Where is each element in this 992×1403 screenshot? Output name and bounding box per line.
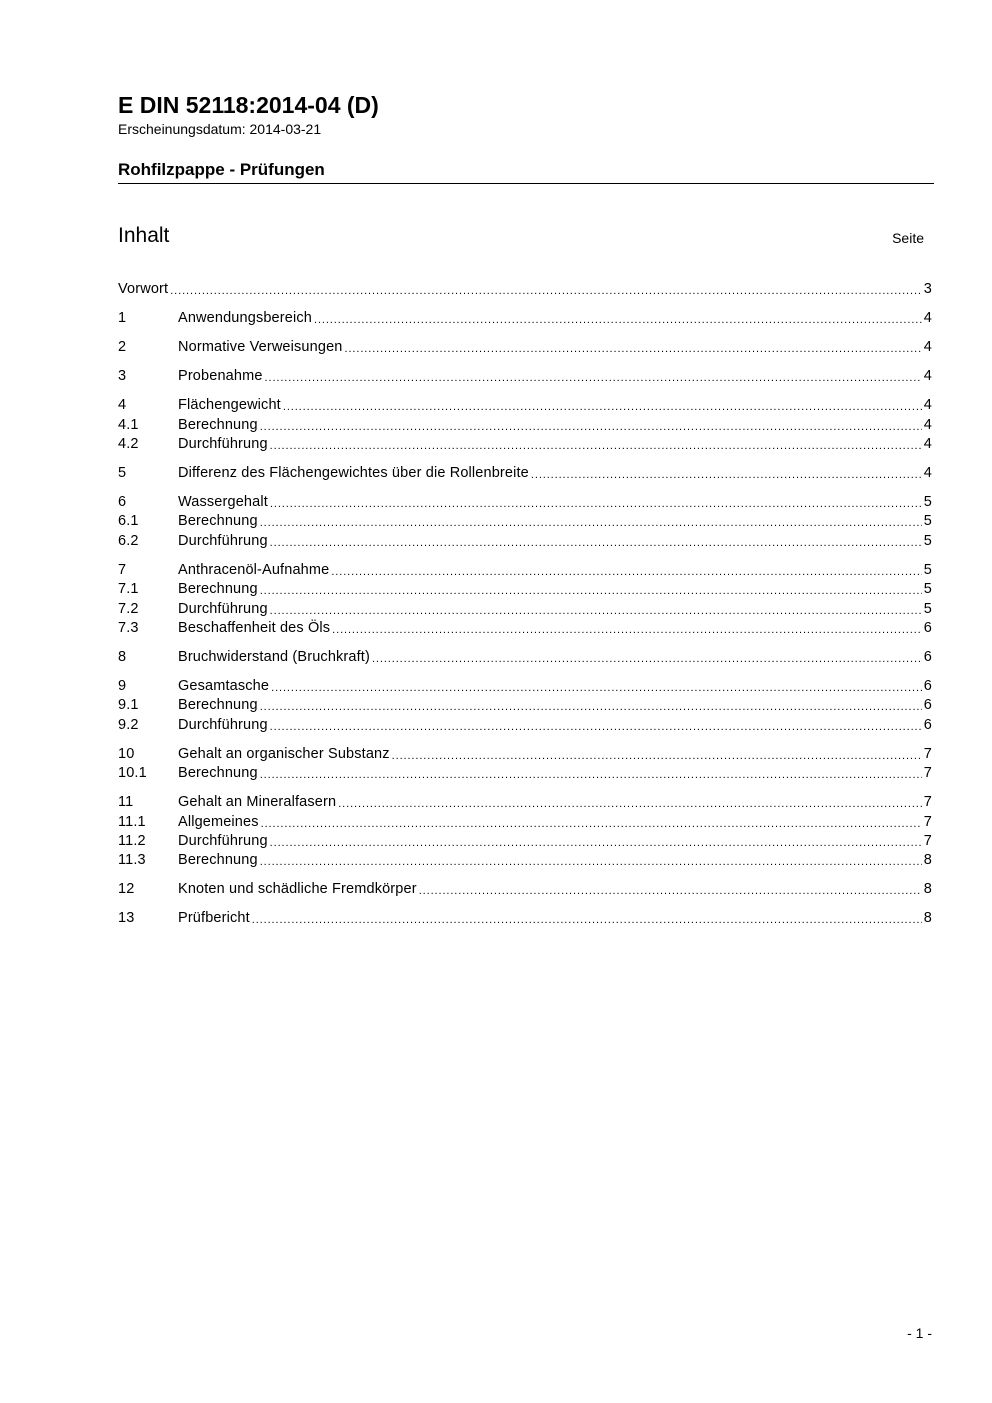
toc-dot-leader bbox=[270, 494, 922, 511]
toc-entry-title: Wassergehalt bbox=[178, 494, 268, 511]
toc-dot-leader bbox=[260, 581, 922, 598]
document-title: Rohfilzpappe - Prüfungen bbox=[118, 160, 325, 179]
toc-entry-page: 5 bbox=[923, 600, 932, 617]
toc-entry-number: 9.2 bbox=[118, 716, 139, 733]
toc-entry-page: 7 bbox=[923, 745, 932, 762]
toc-entry-title: Durchführung bbox=[178, 436, 268, 453]
toc-entry[interactable] bbox=[118, 908, 932, 927]
toc-entry-title: Anwendungsbereich bbox=[178, 310, 312, 327]
toc-entry-number: 7.2 bbox=[118, 600, 139, 617]
toc-entry-number: 6 bbox=[118, 494, 127, 511]
toc-dot-leader bbox=[345, 339, 922, 356]
toc-entry-title: Flächengewicht bbox=[178, 397, 281, 414]
toc-page-column-label: Seite bbox=[892, 230, 924, 246]
toc-entry-page: 5 bbox=[923, 513, 932, 530]
toc-dot-leader bbox=[270, 436, 922, 453]
toc-dot-leader bbox=[260, 697, 922, 714]
toc-entry-page: 4 bbox=[923, 339, 932, 356]
toc-dot-leader bbox=[170, 281, 922, 298]
toc-dot-leader bbox=[270, 717, 922, 734]
toc-entry-page: 7 bbox=[923, 832, 932, 849]
toc-entry-title: Anthracenöl-Aufnahme bbox=[178, 561, 330, 578]
toc-entry[interactable] bbox=[118, 395, 932, 414]
document-number: E DIN 52118:2014-04 (D) bbox=[118, 92, 379, 118]
toc-entry-title: Differenz des Flächengewichtes über die Rollenbreite bbox=[178, 465, 529, 482]
toc-entry-page: 7 bbox=[923, 813, 932, 830]
toc-entry-page: 8 bbox=[923, 881, 932, 898]
toc-entry[interactable] bbox=[118, 763, 932, 782]
toc-entry[interactable] bbox=[118, 647, 932, 666]
toc-entry-number: 6.2 bbox=[118, 532, 139, 549]
toc-dot-leader bbox=[331, 562, 921, 579]
toc-entry[interactable] bbox=[118, 811, 932, 830]
toc-dot-leader bbox=[260, 852, 922, 869]
table-of-contents bbox=[118, 279, 932, 927]
toc-entry-title: Gesamtasche bbox=[178, 677, 270, 694]
toc-entry-title: Allgemeines bbox=[178, 813, 259, 830]
toc-entry-number: 3 bbox=[118, 368, 127, 385]
toc-dot-leader bbox=[419, 881, 922, 898]
toc-entry-title: Durchführung bbox=[178, 832, 268, 849]
toc-entry-title: Durchführung bbox=[178, 532, 268, 549]
toc-dot-leader bbox=[332, 620, 922, 637]
toc-entry-title: Durchführung bbox=[178, 600, 268, 617]
toc-dot-leader bbox=[283, 397, 922, 414]
publication-date: Erscheinungsdatum: 2014-03-21 bbox=[118, 121, 322, 137]
toc-dot-leader bbox=[372, 649, 922, 666]
toc-entry-page: 7 bbox=[923, 794, 932, 811]
title-divider bbox=[118, 183, 934, 184]
toc-entry-title: Normative Verweisungen bbox=[178, 339, 343, 356]
toc-entry-page: 7 bbox=[923, 765, 932, 782]
toc-entry-page: 4 bbox=[923, 310, 932, 327]
toc-entry-number: 9.1 bbox=[118, 697, 139, 714]
toc-entry-page: 8 bbox=[923, 910, 932, 927]
toc-entry-page: 4 bbox=[923, 416, 932, 433]
toc-entry-number: 4.1 bbox=[118, 416, 139, 433]
toc-entry-number: 12 bbox=[118, 881, 135, 898]
toc-entry-page: 4 bbox=[923, 368, 932, 385]
toc-entry-title: Probenahme bbox=[178, 368, 263, 385]
toc-entry[interactable] bbox=[118, 676, 932, 695]
toc-dot-leader bbox=[271, 678, 922, 695]
toc-entry-number: 11.2 bbox=[118, 832, 146, 849]
toc-entry-number: 8 bbox=[118, 649, 127, 665]
toc-entry[interactable] bbox=[118, 414, 932, 433]
toc-entry-title: Durchführung bbox=[178, 716, 268, 733]
toc-dot-leader bbox=[314, 310, 922, 327]
toc-dot-leader bbox=[338, 794, 922, 811]
toc-entry-number: 13 bbox=[118, 910, 135, 927]
toc-entry-number: 11.3 bbox=[118, 852, 146, 869]
toc-entry[interactable] bbox=[118, 559, 932, 578]
toc-entry-title: Beschaffenheit des Öls bbox=[178, 620, 331, 637]
toc-entry[interactable] bbox=[118, 695, 932, 714]
toc-dot-leader bbox=[260, 417, 922, 434]
toc-heading: Inhalt bbox=[118, 224, 170, 247]
toc-entry-title: Berechnung bbox=[178, 513, 258, 530]
toc-entry[interactable] bbox=[118, 530, 932, 549]
toc-entry-number: 5 bbox=[118, 465, 127, 482]
toc-entry-number: 7.1 bbox=[118, 581, 139, 598]
toc-entry-page: 6 bbox=[923, 649, 932, 665]
toc-entry[interactable] bbox=[118, 879, 932, 898]
toc-entry-title: Bruchwiderstand (Bruchkraft) bbox=[178, 649, 370, 665]
toc-entry[interactable] bbox=[118, 850, 932, 869]
toc-entry-number: 10 bbox=[118, 745, 135, 762]
toc-dot-leader bbox=[260, 765, 922, 782]
toc-entry-title: Berechnung bbox=[178, 765, 258, 782]
toc-entry[interactable] bbox=[118, 434, 932, 453]
toc-entry[interactable] bbox=[118, 337, 932, 356]
toc-entry-title: Vorwort bbox=[118, 281, 169, 298]
toc-entry-page: 6 bbox=[923, 716, 932, 733]
toc-entry-number: 1 bbox=[118, 310, 127, 327]
toc-entry[interactable] bbox=[118, 792, 932, 811]
toc-entry-page: 3 bbox=[923, 281, 932, 298]
toc-dot-leader bbox=[392, 746, 922, 763]
toc-entry-number: 7 bbox=[118, 561, 127, 578]
page-number: - 1 - bbox=[907, 1325, 932, 1341]
toc-dot-leader bbox=[531, 465, 922, 482]
toc-entry[interactable] bbox=[118, 279, 932, 298]
toc-entry-page: 4 bbox=[923, 397, 932, 414]
toc-entry-title: Gehalt an organischer Substanz bbox=[178, 745, 390, 762]
toc-entry-title: Berechnung bbox=[178, 852, 258, 869]
toc-entry[interactable] bbox=[118, 618, 932, 637]
toc-entry-page: 6 bbox=[923, 620, 932, 637]
toc-dot-leader bbox=[270, 533, 922, 550]
toc-entry-page: 4 bbox=[923, 465, 932, 482]
toc-entry-page: 5 bbox=[923, 581, 932, 598]
toc-entry-page: 5 bbox=[923, 532, 932, 549]
toc-entry-number: 2 bbox=[118, 339, 127, 356]
toc-entry-page: 6 bbox=[923, 677, 932, 694]
toc-entry[interactable] bbox=[118, 598, 932, 617]
toc-entry[interactable] bbox=[118, 831, 932, 850]
toc-entry-title: Berechnung bbox=[178, 697, 258, 714]
toc-entry-page: 5 bbox=[923, 494, 932, 511]
toc-entry-title: Berechnung bbox=[178, 416, 258, 433]
toc-entry-number: 9 bbox=[118, 677, 127, 694]
toc-dot-leader bbox=[252, 910, 922, 927]
toc-entry[interactable] bbox=[118, 511, 932, 530]
toc-entry-number: 6.1 bbox=[118, 513, 139, 530]
toc-entry[interactable] bbox=[118, 492, 932, 511]
toc-entry-title: Prüfbericht bbox=[178, 910, 250, 927]
toc-entry-number: 4 bbox=[118, 397, 127, 414]
toc-entry-title: Knoten und schädliche Fremdkörper bbox=[178, 881, 417, 898]
toc-entry[interactable] bbox=[118, 308, 932, 327]
toc-dot-leader bbox=[265, 368, 922, 385]
toc-dot-leader bbox=[270, 601, 922, 618]
toc-entry[interactable] bbox=[118, 463, 932, 482]
toc-dot-leader bbox=[261, 814, 922, 831]
toc-entry-title: Gehalt an Mineralfasern bbox=[178, 794, 337, 811]
toc-entry-number: 11 bbox=[118, 794, 134, 811]
toc-dot-leader bbox=[270, 833, 922, 850]
toc-entry-number: 7.3 bbox=[118, 620, 139, 637]
toc-entry-number: 11.1 bbox=[118, 813, 146, 830]
toc-entry[interactable] bbox=[118, 743, 932, 762]
toc-entry[interactable] bbox=[118, 579, 932, 598]
toc-entry-number: 10.1 bbox=[118, 765, 147, 782]
toc-entry-page: 4 bbox=[923, 436, 932, 453]
toc-entry-number: 4.2 bbox=[118, 436, 139, 453]
toc-dot-leader bbox=[260, 513, 922, 530]
toc-entry-page: 8 bbox=[923, 852, 932, 869]
toc-entry-title: Berechnung bbox=[178, 581, 258, 598]
toc-entry[interactable] bbox=[118, 714, 932, 733]
toc-entry[interactable] bbox=[118, 366, 932, 385]
toc-entry-page: 5 bbox=[923, 561, 932, 578]
toc-entry-page: 6 bbox=[923, 697, 932, 714]
